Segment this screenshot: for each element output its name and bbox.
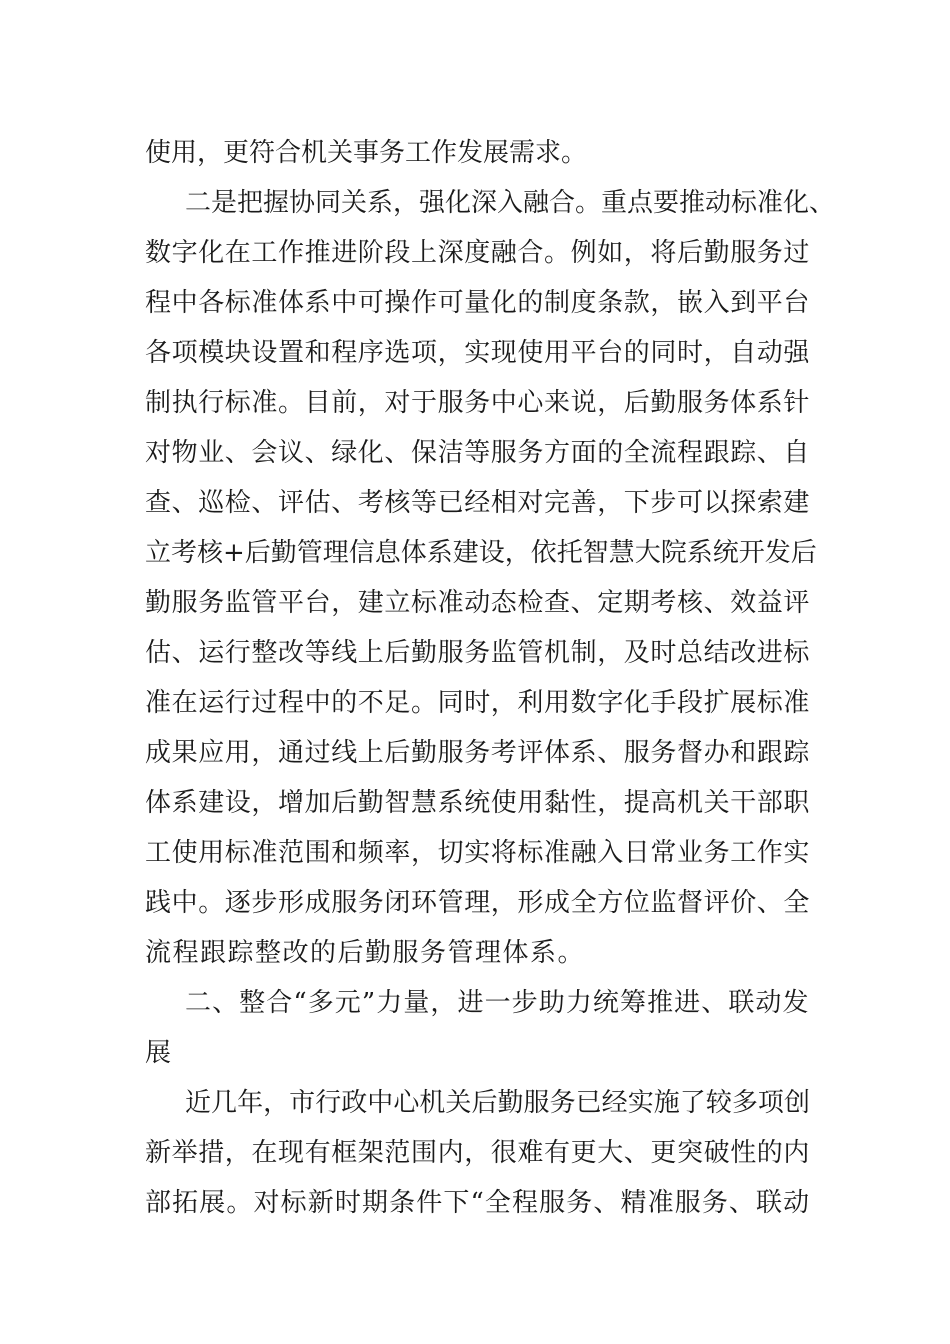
text-line-1: 使用，更符合机关事务工作发展需求。 bbox=[145, 138, 588, 168]
text-line-2: 二是把握协同关系，强化深入融合。重点要推动标准化、 bbox=[185, 188, 836, 218]
text-line-11: 估、运行整改等线上后勤服务监管机制，及时总结改进标 bbox=[145, 638, 811, 668]
text-line-20: 部拓展。对标新时期条件下“全程服务、精准服务、联动 bbox=[145, 1188, 811, 1218]
text-line-3: 数字化在工作推进阶段上深度融合。例如，将后勤服务过 bbox=[145, 238, 811, 268]
section-heading-line-2: 展 bbox=[145, 1038, 172, 1068]
text-line-10: 勤服务监管平台，建立标准动态检查、定期考核、效益评 bbox=[145, 588, 811, 618]
text-line-7: 对物业、会议、绿化、保洁等服务方面的全流程跟踪、自 bbox=[145, 438, 811, 468]
text-line-9: 立考核+后勤管理信息体系建设，依托智慧大院系统开发后 bbox=[145, 538, 817, 568]
text-line-16: 践中。逐步形成服务闭环管理，形成全方位监督评价、全 bbox=[145, 888, 811, 918]
text-line-14: 体系建设，增加后勤智慧系统使用黏性，提高机关干部职 bbox=[145, 788, 811, 818]
text-line-18: 近几年，市行政中心机关后勤服务已经实施了较多项创 bbox=[185, 1088, 811, 1118]
text-line-15: 工使用标准范围和频率，切实将标准融入日常业务工作实 bbox=[145, 838, 811, 868]
section-heading-line-1: 二、整合“多元”力量，进一步助力统筹推进、联动发 bbox=[185, 988, 810, 1018]
text-line-13: 成果应用，通过线上后勤服务考评体系、服务督办和跟踪 bbox=[145, 738, 811, 768]
text-line-17: 流程跟踪整改的后勤服务管理体系。 bbox=[145, 938, 586, 968]
text-line-6: 制执行标准。目前，对于服务中心来说，后勤服务体系针 bbox=[145, 388, 811, 418]
text-line-8: 查、巡检、评估、考核等已经相对完善，下步可以探索建 bbox=[145, 488, 811, 518]
text-line-5: 各项模块设置和程序选项，实现使用平台的同时，自动强 bbox=[145, 338, 811, 368]
text-line-4: 程中各标准体系中可操作可量化的制度条款，嵌入到平台 bbox=[145, 288, 811, 318]
text-line-19: 新举措，在现有框架范围内，很难有更大、更突破性的内 bbox=[145, 1138, 811, 1168]
text-line-12: 准在运行过程中的不足。同时，利用数字化手段扩展标准 bbox=[145, 688, 811, 718]
